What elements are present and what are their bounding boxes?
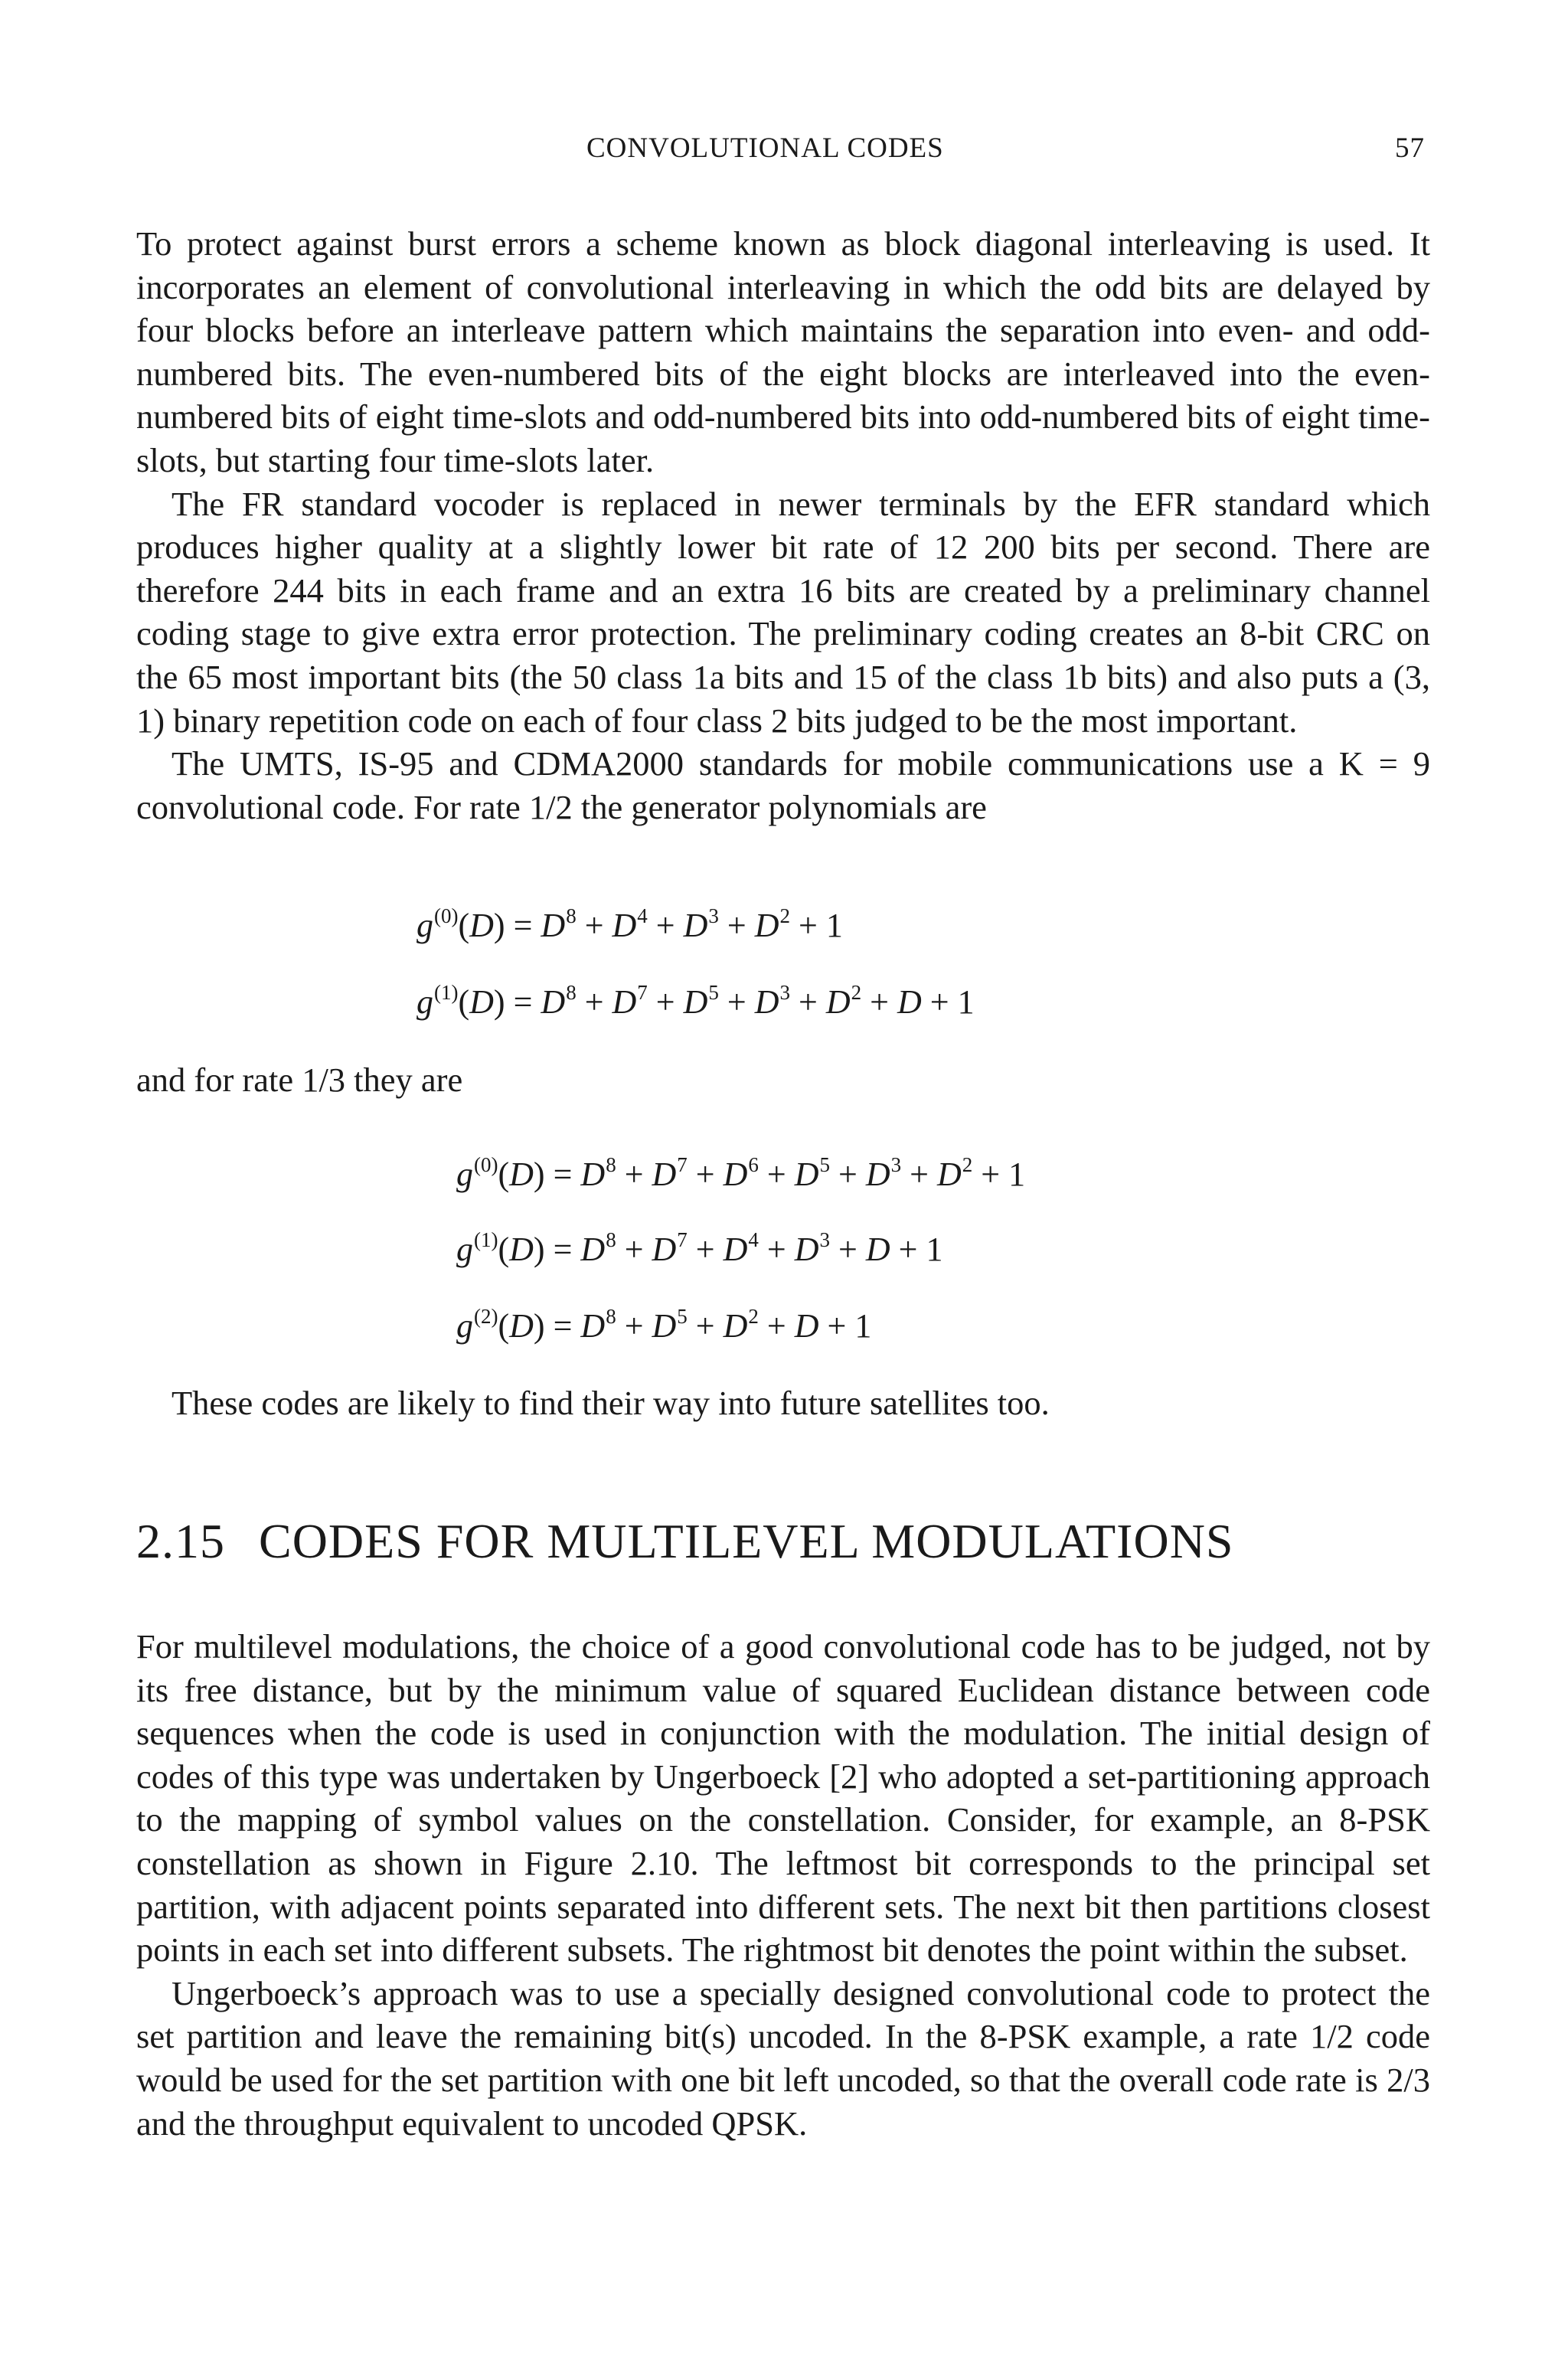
- eq-rhs: = $D^8 + D^5 + D^2 + D + 1$: [553, 1305, 872, 1345]
- equation-rate-third-g2: [456, 1306, 871, 1345]
- equation-rate-half-g0: [416, 906, 843, 945]
- eq-arg: (D): [498, 1156, 545, 1193]
- eq-lhs: g: [456, 1231, 473, 1268]
- body-text-top: [136, 222, 1430, 829]
- section-heading: [136, 1513, 1234, 1570]
- eq-index: (2): [474, 1305, 498, 1328]
- eq-arg: (D): [498, 1307, 545, 1345]
- eq-arg: (D): [458, 907, 505, 944]
- paragraph-ungerboeck: Ungerboeck’s approach was to use a specially designed convolutional code to protect the set partition and leave the remaining bit(s) uncoded. In the 8-PSK example, a rate 1/2 code would be used for the set partition with one bit left uncoded, so that the overall code rate is 2/3 and the throughput equivalent to uncoded QPSK.: [136, 1973, 1430, 2143]
- eq-rhs: = $D^8 + D^7 + D^4 + D^3 + D + 1$: [553, 1228, 943, 1268]
- closing-line: These codes are likely to find their way into future satellites too.: [172, 1384, 1050, 1422]
- section-number: 2.15: [136, 1514, 225, 1568]
- rate-third-intro: and for rate 1/3 they are: [136, 1061, 463, 1099]
- eq-index: (0): [434, 904, 459, 927]
- eq-arg: (D): [498, 1231, 545, 1268]
- eq-lhs: g: [456, 1307, 473, 1345]
- running-head: [0, 132, 1568, 175]
- paragraph-multilevel: For multilevel modulations, the choice of a good convolutional code has to be judged, not by its free distance, but by the minimum value of squared Euclidean distance between code sequences when the code is used in conjunction with the modulation. The initial design of codes of this type was undertaken by Ungerboeck [2] who adopted a set-partitioning approach to the mapping of symbol values on the constellation. Consider, for example, an 8-PSK constellation as shown in Figure 2.10. The leftmost bit corresponds to the principal set partition, with adjacent points separated into different sets. The next bit then partitions closest points in each set into different subsets. The rightmost bit denotes the point within the subset.: [136, 1627, 1430, 1970]
- equation-rate-half-g1: [416, 982, 975, 1022]
- paragraph-interleaving: To protect against burst errors a scheme known as block diagonal interleaving is used. It incorporates an element of convolutional interleaving in which the odd bits are delayed by four blocks before an interleave pattern which maintains the separation into even- and odd-numbered bits. The even-numbered bits of the eight blocks are interleaved into the even-numbered bits of eight time-slots and odd-numbered bits into odd-numbered bits of eight time-slots, but starting four time-slots later.: [136, 224, 1430, 479]
- equation-rate-third-g1: [456, 1230, 942, 1269]
- eq-rhs: = $D^8 + D^7 + D^5 + D^3 + D^2 + D + 1$: [513, 981, 975, 1021]
- page-number: 57: [1395, 132, 1425, 164]
- equation-rate-third-g0: [456, 1155, 1025, 1194]
- eq-index: (1): [474, 1228, 498, 1251]
- running-title: CONVOLUTIONAL CODES: [586, 132, 944, 164]
- paragraph-efr-vocoder: The FR standard vocoder is replaced in newer terminals by the EFR standard which produces higher quality at a slightly lower bit rate of 12 200 bits per second. There are therefore 244 bits in each frame and an extra 16 bits are created by a preliminary channel coding stage to give extra error protection. The preliminary coding creates an 8-bit CRC on the 65 most important bits (the 50 class 1a bits and 15 of the class 1b bits) and also puts a (3, 1) binary repetition code on each of four class 2 bits judged to be the most important.: [136, 484, 1430, 740]
- paragraph-umts-codes: The UMTS, IS-95 and CDMA2000 standards for mobile communications use a K = 9 convolutional code. For rate 1/2 the generator polynomials are: [136, 744, 1430, 826]
- eq-index: (0): [474, 1153, 498, 1176]
- eq-lhs: g: [416, 983, 433, 1021]
- eq-index: (1): [434, 981, 459, 1004]
- eq-lhs: g: [416, 907, 433, 944]
- eq-arg: (D): [458, 983, 505, 1021]
- section-title: CODES FOR MULTILEVEL MODULATIONS: [259, 1514, 1234, 1568]
- body-text-bottom: [136, 1625, 1430, 2145]
- eq-lhs: g: [456, 1156, 473, 1193]
- eq-rhs: = $D^8 + D^7 + D^6 + D^5 + D^3 + D^2 + 1$: [553, 1153, 1026, 1193]
- eq-rhs: = $D^8 + D^4 + D^3 + D^2 + 1$: [513, 904, 843, 944]
